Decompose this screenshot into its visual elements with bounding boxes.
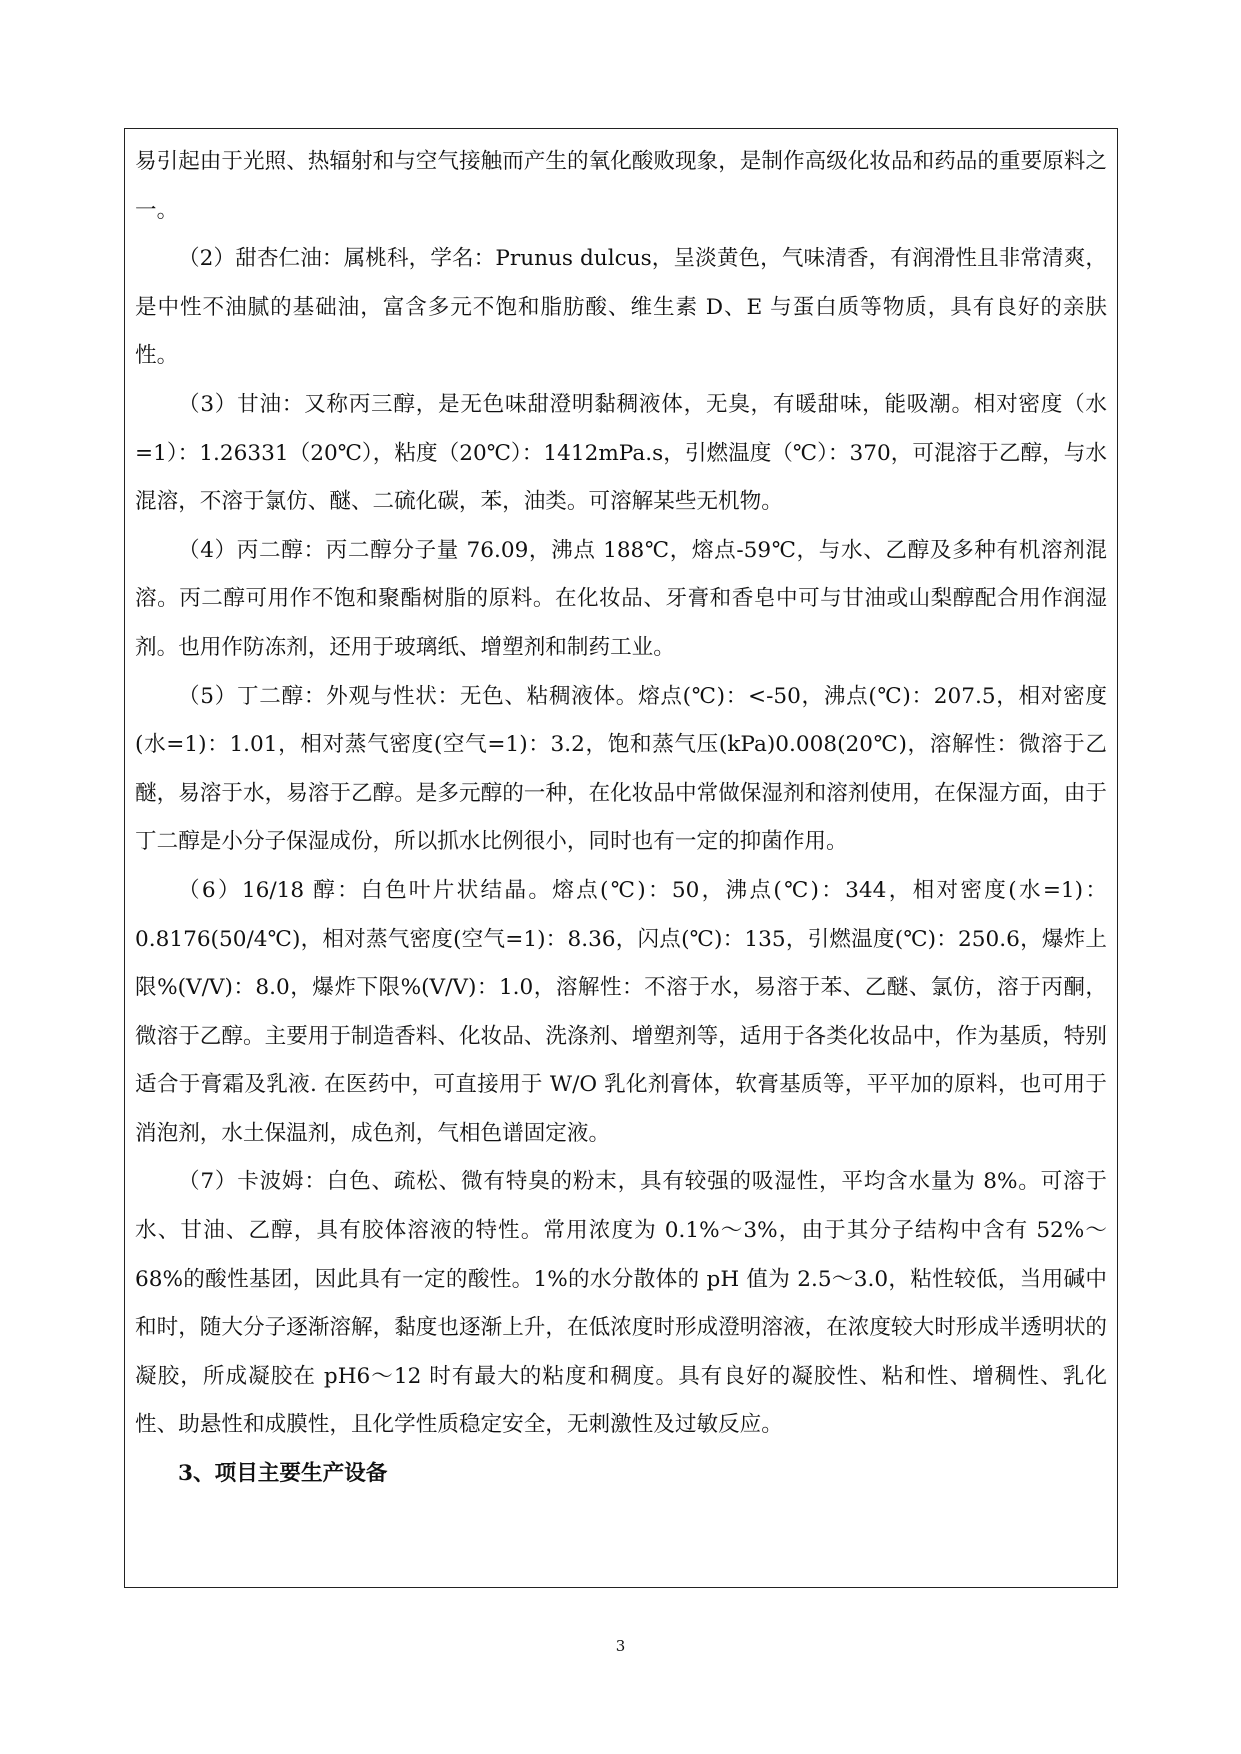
- paragraph-sweet-almond-oil: （2）甜杏仁油：属桃科，学名：Prunus dulcus，呈淡黄色，气味清香，有润滑性且非常清爽，是中性不油腻的基础油，富含多元不饱和脂肪酸、维生素 D、E 与蛋白质等物质，具有良好的亲肤性。: [135, 246, 1107, 369]
- document-body: [135, 138, 1107, 1499]
- paragraph-continuation: 易引起由于光照、热辐射和与空气接触而产生的氧化酸败现象，是制作高级化妆品和药品的重要原料之一。: [135, 149, 1107, 223]
- paragraph-carbomer: （7）卡波姆：白色、疏松、微有特臭的粉末，具有较强的吸湿性，平均含水量为 8%。可溶于水、甘油、乙醇，具有胶体溶液的特性。常用浓度为 0.1%～3%，由于其分子结构中含有 52%～68%的酸性基团，因此具有一定的酸性。1%的水分散体的 pH 值为 2.5～3.0，粘性较低，当用碱中和时，随大分子逐渐溶解，黏度也逐渐上升，在低浓度时形成澄明溶液，在浓度较大时形成半透明状的凝胶，所成凝胶在 pH6～12 时有最大的粘度和稠度。具有良好的凝胶性、粘和性、增稠性、乳化性、助悬性和成膜性，且化学性质稳定安全，无刺激性及过敏反应。: [135, 1169, 1107, 1438]
- section-heading: 3、项目主要生产设备: [178, 1461, 388, 1487]
- paragraph-butylene-glycol: （5）丁二醇：外观与性状：无色、粘稠液体。熔点(℃)：<-50，沸点(℃)：207.5，相对密度(水=1)：1.01，相对蒸气密度(空气=1)：3.2，饱和蒸气压(kPa)0.008(20℃)，溶解性：微溶于乙醚，易溶于水，易溶于乙醇。是多元醇的一种，在化妆品中常做保湿剂和溶剂使用，在保湿方面，由于丁二醇是小分子保湿成份，所以抓水比例很小，同时也有一定的抑菌作用。: [135, 683, 1107, 855]
- page-number: 3: [615, 1637, 626, 1655]
- paragraph-propylene-glycol: （4）丙二醇：丙二醇分子量 76.09，沸点 188℃，熔点-59℃，与水、乙醇及多种有机溶剂混溶。丙二醇可用作不饱和聚酯树脂的原料。在化妆品、牙膏和香皂中可与甘油或山梨醇配合用作润湿剂。也用作防冻剂，还用于玻璃纸、增塑剂和制药工业。: [135, 537, 1107, 660]
- paragraph-glycerin: （3）甘油：又称丙三醇，是无色味甜澄明黏稠液体，无臭，有暖甜味，能吸潮。相对密度（水=1）：1.26331（20℃），粘度（20℃）：1412mPa.s，引燃温度（℃）：370，可混溶于乙醇，与水混溶，不溶于氯仿、醚、二硫化碳，苯，油类。可溶解某些无机物。: [135, 391, 1107, 515]
- paragraph-cetearyl-alcohol: （6）16/18 醇：白色叶片状结晶。熔点(℃)：50，沸点(℃)：344，相对密度(水=1)：0.8176(50/4℃)，相对蒸气密度(空气=1)：8.36，闪点(℃)：135，引燃温度(℃)：250.6，爆炸上限%(V/V)：8.0，爆炸下限%(V/V)：1.0，溶解性：不溶于水，易溶于苯、乙醚、氯仿，溶于丙酮，微溶于乙醇。主要用于制造香料、化妆品、洗涤剂、增塑剂等，适用于各类化妆品中，作为基质，特别适合于膏霜及乳液. 在医药中，可直接用于 W/O 乳化剂膏体，软膏基质等，平平加的原料，也可用于消泡剂，水土保温剂，成色剂，气相色谱固定液。: [135, 877, 1107, 1146]
